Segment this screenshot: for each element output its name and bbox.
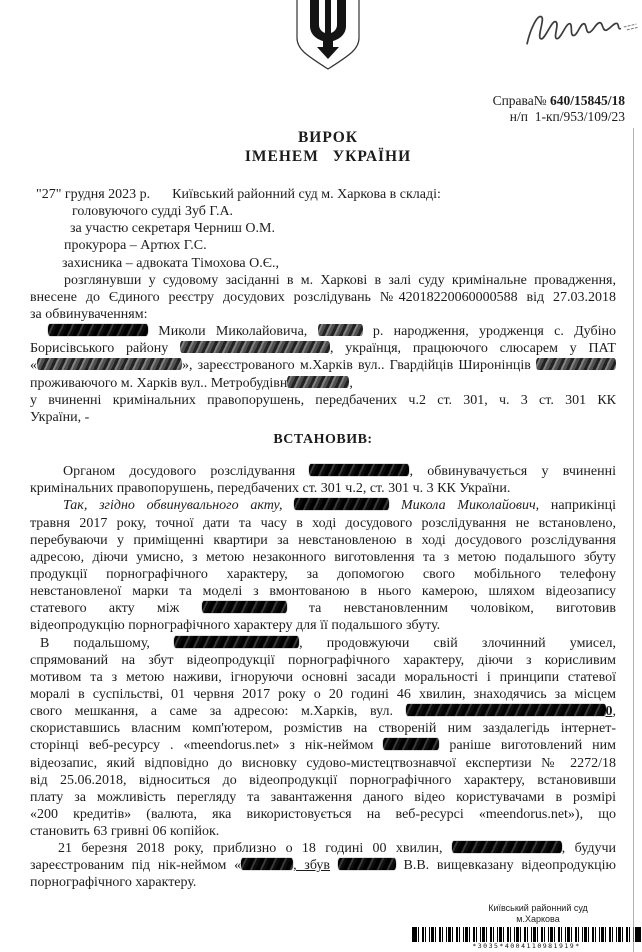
text-segment: відеозапис, який відповідно до висновку судово-мистецтвознавчої експертизи № 2272/18 [30,755,616,771]
ukraine-coat-of-arms-icon [294,0,362,72]
text-line [30,203,616,220]
redaction-mark [318,324,363,336]
text-line [30,220,616,237]
text-line [30,806,616,823]
text-line [30,431,616,448]
text-line [30,340,616,357]
text-segment: за участю секретаря Черниш О.М. [70,221,275,237]
redaction-mark [406,704,606,716]
text-segment: « [30,358,37,374]
text-segment: , обвинувачується у вчиненні [409,464,616,480]
text-segment: р. народження, уродженця с. Дубіно [362,324,616,340]
case-number-label: Справа№ [492,93,550,108]
text-segment: від 25.06.2018, відноситься до відеопродукції порнографічного характеру, встановивши [30,772,616,788]
text-segment: становить 63 гривні 06 копійок. [30,824,220,840]
text-segment: , будучи [561,841,616,857]
redaction-mark [452,841,562,853]
text-line [30,306,616,323]
text-segment: Київський районний суд м. Харкова в складі: [172,187,441,202]
text-segment: раніше виготовлений ним [439,738,617,754]
text-segment: , продовжуючи свій злочинний умисел, [299,635,617,651]
redaction-mark [309,464,409,476]
redaction-mark [180,341,330,353]
text-segment: плату за можливість перегляду та завантаження даного відео користувачами в розмірі [30,789,616,805]
text-segment: моралі в суспільстві, 01 червня 2017 року о 20 годині 46 хвилин, знаходячись за місцем [30,686,616,702]
text-segment: Микола Миколайович, [389,498,540,514]
text-line [30,789,616,806]
handwritten-signature [520,2,642,50]
text-line [30,463,616,480]
text-segment: проживаючого м. Харків вул.. Метробудівн [30,375,288,391]
text-line [30,583,616,600]
text-segment: , українця, працюючого слюсарем у ПАТ [329,341,616,357]
text-line [30,840,616,857]
text-segment: зареєстрованим під нік-неймом « [30,858,242,874]
text-segment: за обвинуваченням: [30,306,148,322]
text-line [30,823,616,840]
text-line [30,755,616,772]
redaction-mark [383,738,439,750]
redaction-mark [338,858,396,870]
redaction-mark [37,358,182,370]
text-line [30,186,616,203]
redaction-mark [294,498,389,510]
text-line [30,323,616,340]
text-segment: захисника – адвоката Тімохова О.Є., [62,255,279,271]
title-verdict: ВИРОК [297,129,359,146]
court-name: Київський районний суд [488,903,588,913]
text-line [30,549,616,566]
text-line [30,686,616,703]
text-segment: розглянувши у судовому засіданні в м. Харкові в залі суду кримінальне провадження, [64,272,616,288]
case-number-block [493,93,625,125]
redaction-mark [48,324,148,336]
text-line [30,409,616,426]
text-segment: , збув [293,858,331,874]
text-segment: "27" грудня 2023 р. [36,187,151,202]
text-segment: свого мешкання, а саме за адресою: м.Харків, вул. [30,704,406,720]
title-in-the-name-of-ukraine: ІМЕНЕМ УКРАЇНИ [244,148,412,165]
text-segment: , [612,704,616,720]
document-body-text [30,186,616,892]
text-segment: В подальшому, [40,635,175,651]
text-line [30,635,616,652]
redaction-mark [174,636,299,648]
text-line [30,532,616,549]
text-segment: мотивом та з метою наживи, ігноруючи основні засади моральності і принципи статевої [30,669,616,685]
text-line [30,272,616,289]
text-segment: продукції порнографічного характеру, за допомогою свого мобільного телефону [30,566,616,582]
court-city: м.Харкова [516,914,560,924]
text-segment: України, - [30,409,90,425]
spacer [150,197,172,198]
text-line [30,515,616,532]
text-line [30,392,616,409]
text-segment: відеопродукцію порнографічного характеру для її подальшого збуту. [30,618,441,634]
text-line [30,600,616,617]
text-segment: прокурора – Артюх Г.С. [64,238,207,254]
text-segment: Миколи Миколайовича, [148,324,318,340]
text-line [30,737,616,754]
scan-edge-artifact [633,128,634,952]
text-line [30,237,616,254]
text-line [30,617,616,634]
text-segment [330,858,338,873]
barcode-digits: *3035*4004110981919* [472,942,581,950]
text-segment: «200 кредитів» (валюта, яка використовується на веб-ресурсі «meendorus.net»), що [30,806,616,822]
redaction-mark [241,858,293,870]
text-segment: невстановленої марки та моделі з вмонтованою в нього камерою, шляхом відеозапису [30,584,616,600]
case-proceeding-number: н/п 1-кп/953/109/23 [509,109,625,124]
text-line [30,289,616,306]
text-segment: у вчиненні кримінальних правопорушень, передбачених ч.2 ст. 301, ч. 3 ст. 301 КК [30,392,616,408]
text-segment: наприкінці [539,498,616,514]
text-segment: кримінальних правопорушень, передбачених ст. 301 ч.2, ст. 301 ч. 3 КК України. [30,481,511,497]
text-segment: та невстановленним чоловіком, виготовив [286,601,616,617]
text-line [30,497,616,514]
text-segment: перебуваючи у приміщенні квартири за невстановленою в ході досудового розслідування [30,532,616,548]
text-segment: Органом досудового розслідування [63,464,310,480]
text-line [30,703,616,720]
text-line [30,375,616,392]
text-segment: 21 березня 2018 року, приблизно о 18 годині 00 хвилин, [58,841,452,857]
text-segment: 0 [605,704,613,720]
document-title [0,128,642,166]
text-segment: травня 2017 року, точної дати та часу в ході досудового розслідування не встановлено, [30,515,616,531]
text-line [30,669,616,686]
text-segment: адресою, діючи умисно, з метою незаконного виготовлення та з метою подальшого збуту [30,549,616,565]
barcode [412,927,641,942]
text-line [30,480,616,497]
text-segment: , [349,375,353,391]
text-line [30,652,616,669]
court-stamp-text [438,903,638,925]
text-segment: спрямований на збут відеопродукції порнографічного характеру, діючи з корисливим [30,652,616,668]
text-line [30,772,616,789]
text-segment: ВСТАНОВИВ: [273,431,373,447]
redaction-mark [536,358,616,370]
text-line [30,857,616,874]
text-line [30,720,616,737]
text-line [30,357,616,374]
text-segment: », зареєстрованого м.Харків вул.. Гвардійців Широнінців [182,358,536,374]
text-segment: Так, згідно обвинувального акту, [63,498,295,514]
text-segment: сторінці веб-ресурсу . «meendorus.net» з нік-неймом [30,738,384,754]
text-segment: внесене до Єдиного реєстру досудових розслідувань №42018220060000588 від 27.03.2018 [30,289,616,305]
text-line [30,566,616,583]
text-line [30,874,616,891]
redaction-mark [202,601,287,613]
text-segment: В.В. вищевказану відеопродукцію [395,858,617,874]
case-number-value: 640/15845/18 [549,93,625,108]
text-segment: скориставшись власним комп'ютером, розмістив на створеній ним заздалегідь інтернет- [30,721,616,737]
text-segment: Борисівського району [30,341,180,357]
text-segment: статевого акту між [30,601,202,617]
text-segment: порнографічного характеру. [30,875,197,891]
text-line [30,255,616,272]
text-segment: головуючого судді Зуб Г.А. [72,204,234,220]
redaction-mark [287,376,349,388]
